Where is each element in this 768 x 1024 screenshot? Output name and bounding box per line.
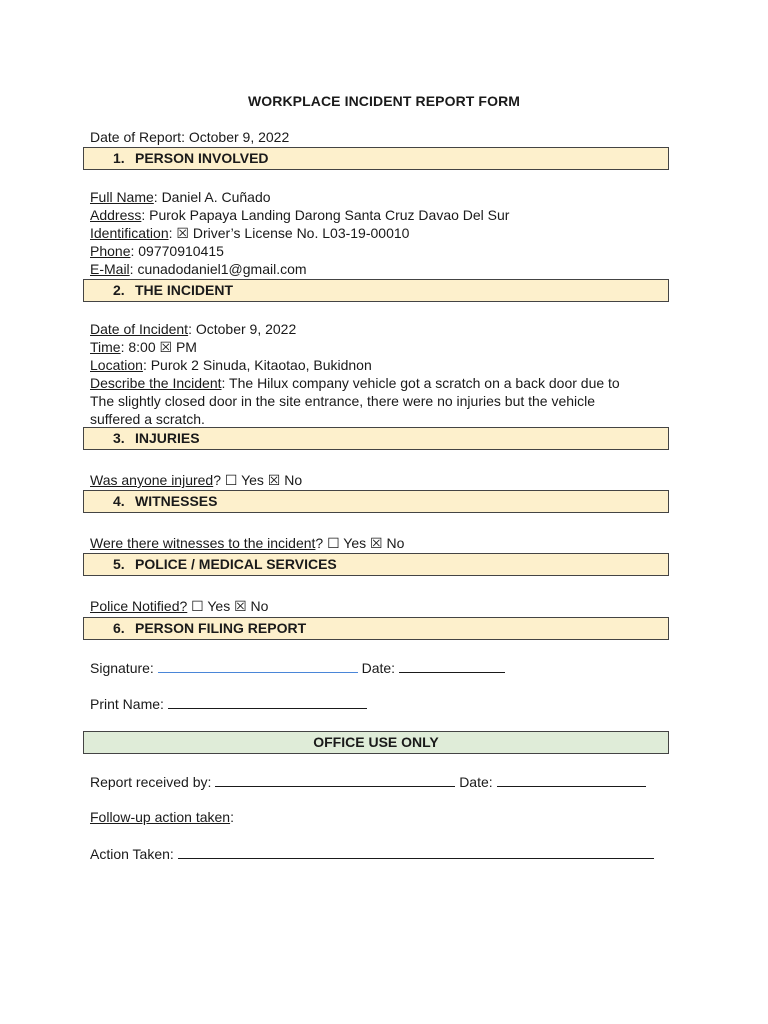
- describe-incident-label: Describe the Incident: [90, 375, 222, 391]
- section-title: PERSON FILING REPORT: [135, 620, 307, 636]
- email-value: : cunadodaniel1@gmail.com: [129, 261, 307, 277]
- section-title: POLICE / MEDICAL SERVICES: [135, 556, 337, 572]
- section-title: WITNESSES: [135, 493, 218, 509]
- report-received-field[interactable]: [215, 772, 455, 787]
- injured-question-label: Was anyone injured: [90, 472, 214, 488]
- date-of-incident-value: : October 9, 2022: [188, 321, 297, 337]
- signature-field[interactable]: [158, 658, 358, 673]
- section-person-involved-header: [83, 147, 669, 170]
- section-person-filing-header: [83, 617, 669, 640]
- section-injuries-header: [83, 427, 669, 450]
- signature-date-field[interactable]: [399, 658, 505, 673]
- office-use-header: [83, 731, 669, 754]
- date-of-report-line: [90, 128, 289, 146]
- report-received-label: Report received by:: [90, 774, 212, 790]
- section-number: 5.: [113, 556, 125, 572]
- date-of-report-value: : October 9, 2022: [181, 129, 290, 145]
- witnesses-answer[interactable]: ? ☐ Yes ☒ No: [315, 535, 405, 551]
- full-name-value: : Daniel A. Cuñado: [153, 189, 271, 205]
- time-label: Time: [90, 339, 121, 355]
- section-police-medical-header: [83, 553, 669, 576]
- email-label: E-Mail: [90, 261, 130, 277]
- phone-value: : 09770910415: [130, 243, 224, 259]
- date-of-incident-label: Date of Incident: [90, 321, 189, 337]
- address-value: : Purok Papaya Landing Darong Santa Cruz Davao Del Sur: [141, 207, 510, 223]
- location-label: Location: [90, 357, 143, 373]
- phone-label: Phone: [90, 243, 131, 259]
- signature-line: [90, 658, 505, 677]
- office-date-label: Date:: [459, 774, 493, 790]
- section-number: 6.: [113, 620, 125, 636]
- followup-colon: :: [230, 809, 234, 825]
- section-number: 2.: [113, 282, 125, 298]
- form-title: WORKPLACE INCIDENT REPORT FORM: [247, 93, 521, 109]
- section-title: THE INCIDENT: [135, 282, 233, 298]
- section-witnesses-header: [83, 490, 669, 513]
- injured-question-line: [90, 471, 302, 489]
- time-value: : 8:00 ☒ PM: [120, 339, 197, 355]
- describe-incident-line-3: suffered a scratch.: [90, 411, 205, 427]
- full-name-line: [90, 188, 271, 206]
- police-question-line: [90, 597, 268, 615]
- section-number: 4.: [113, 493, 125, 509]
- section-number: 1.: [113, 150, 125, 166]
- describe-incident-line-2: The slightly closed door in the site entrance, there were no injuries but the vehicle: [90, 393, 596, 409]
- address-line: [90, 206, 509, 224]
- action-taken-line: [90, 844, 654, 863]
- date-of-incident-line: [90, 320, 296, 338]
- identification-line: [90, 224, 409, 242]
- describe-incident-text: : The Hilux company vehicle got a scratch on a back door due to: [221, 375, 620, 391]
- identification-value: : ☒ Driver’s License No. L03-19-00010: [168, 225, 410, 241]
- witnesses-question-label: Were there witnesses to the incident: [90, 535, 316, 551]
- print-name-field[interactable]: [168, 694, 367, 709]
- office-date-field[interactable]: [497, 772, 646, 787]
- followup-label: Follow-up action taken: [90, 809, 231, 825]
- location-line: [90, 356, 372, 374]
- time-line: [90, 338, 197, 356]
- date-of-report-label: Date of Report: [90, 129, 182, 145]
- print-name-line: [90, 694, 367, 713]
- describe-incident-line-1: [90, 374, 620, 392]
- office-use-title: OFFICE USE ONLY: [313, 734, 439, 750]
- action-taken-field[interactable]: [178, 844, 654, 859]
- police-question-label: Police Notified?: [90, 598, 188, 614]
- phone-line: [90, 242, 224, 260]
- location-value: : Purok 2 Sinuda, Kitaotao, Bukidnon: [142, 357, 372, 373]
- injured-answer[interactable]: ? ☐ Yes ☒ No: [213, 472, 303, 488]
- signature-label: Signature:: [90, 660, 154, 676]
- address-label: Address: [90, 207, 142, 223]
- signature-date-label: Date:: [361, 660, 396, 676]
- section-number: 3.: [113, 430, 125, 446]
- full-name-label: Full Name: [90, 189, 154, 205]
- email-line: [90, 260, 307, 278]
- followup-line: [90, 808, 234, 826]
- section-the-incident-header: [83, 279, 669, 302]
- witnesses-question-line: [90, 534, 404, 552]
- identification-label: Identification: [90, 225, 169, 241]
- section-title: PERSON INVOLVED: [135, 150, 269, 166]
- police-answer[interactable]: ☐ Yes ☒ No: [187, 598, 269, 614]
- section-title: INJURIES: [135, 430, 200, 446]
- report-received-line: [90, 772, 646, 791]
- print-name-label: Print Name:: [90, 696, 164, 712]
- action-taken-label: Action Taken:: [90, 846, 174, 862]
